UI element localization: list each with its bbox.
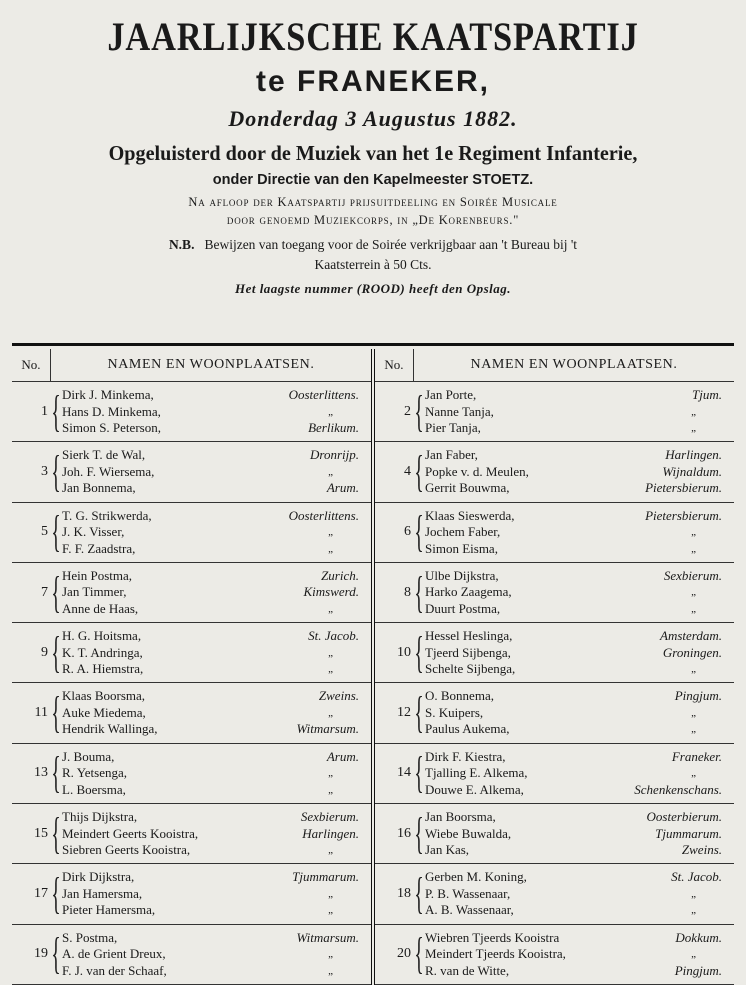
- player-row: [62, 568, 363, 585]
- player-name: Jan Boorsma,: [425, 809, 496, 825]
- team-number: 10: [397, 644, 411, 660]
- nota-bene: [12, 235, 734, 275]
- player-row: [62, 765, 363, 782]
- player-place: Tjum.: [692, 387, 722, 402]
- player-name: Hein Postma,: [62, 567, 133, 583]
- player-name: Pier Tanja,: [425, 420, 481, 435]
- player-row: [425, 524, 726, 541]
- player-row: [425, 782, 726, 799]
- player-row: [62, 541, 363, 558]
- team-entry: [375, 503, 734, 563]
- player-place: Oosterlittens.: [288, 507, 359, 523]
- player-row: [425, 869, 726, 886]
- player-row: [425, 447, 726, 464]
- player-place: „: [328, 767, 333, 780]
- player-place: „: [328, 844, 333, 857]
- player-place: Dokkum.: [675, 929, 722, 945]
- player-place: Tjummarum.: [292, 869, 359, 885]
- player-place: „: [691, 767, 696, 780]
- team-entry: [375, 563, 734, 623]
- player-name: Meindert Geerts Kooistra,: [62, 825, 199, 841]
- player-name: Jan Porte,: [425, 387, 477, 402]
- player-name: Jan Timmer,: [62, 584, 127, 600]
- player-row: [62, 826, 363, 843]
- player-place: „: [328, 526, 333, 539]
- player-place: „: [691, 602, 696, 615]
- player-name: R. A. Hiemstra,: [62, 661, 144, 677]
- player-row: [62, 930, 363, 947]
- player-row: [62, 946, 363, 963]
- player-place: „: [328, 964, 333, 977]
- player-place: Arum.: [326, 480, 359, 496]
- player-place: „: [691, 542, 696, 555]
- team-number: 17: [34, 886, 48, 902]
- player-name: Meindert Tjeerds Kooistra,: [425, 946, 566, 962]
- player-name: A. B. Wassenaar,: [425, 902, 514, 918]
- player-name: Hendrik Wallinga,: [62, 721, 158, 737]
- team-entry: [375, 683, 734, 743]
- team-players: [425, 744, 734, 803]
- player-place: Pietersbierum.: [645, 480, 722, 496]
- player-place: „: [691, 663, 696, 676]
- player-name: Klaas Sieswerda,: [425, 507, 515, 523]
- team-number: 8: [404, 584, 411, 600]
- player-place: Oosterlittens.: [288, 387, 359, 402]
- player-name: H. G. Hoitsma,: [62, 628, 142, 644]
- teams-table: [12, 349, 734, 985]
- player-place: „: [328, 948, 333, 961]
- player-row: [425, 765, 726, 782]
- player-place: „: [328, 542, 333, 555]
- player-row: [62, 721, 363, 738]
- player-row: [62, 464, 363, 481]
- player-place: „: [691, 904, 696, 917]
- player-place: Sexbierum.: [300, 809, 359, 825]
- player-row: [62, 645, 363, 662]
- player-row: [62, 447, 363, 464]
- player-name: Auke Miedema,: [62, 704, 146, 720]
- team-number: 2: [404, 403, 411, 419]
- team-entry: [375, 382, 734, 442]
- player-place: „: [691, 526, 696, 539]
- teams-column-right: [375, 349, 734, 985]
- player-row: [425, 568, 726, 585]
- player-row: [425, 688, 726, 705]
- player-name: F. J. van der Schaaf,: [62, 962, 167, 978]
- team-entry: [12, 683, 371, 743]
- player-row: [425, 705, 726, 722]
- player-place: Groningen.: [662, 644, 722, 660]
- player-name: Tjalling E. Alkema,: [425, 765, 528, 781]
- player-row: [425, 826, 726, 843]
- team-entry: [375, 744, 734, 804]
- player-row: [425, 886, 726, 903]
- player-name: Simon S. Peterson,: [62, 420, 161, 435]
- player-name: Hessel Heslinga,: [425, 628, 513, 644]
- column-header: [12, 349, 371, 382]
- team-players: [425, 864, 734, 923]
- player-row: [425, 809, 726, 826]
- player-row: [425, 480, 726, 497]
- player-name: T. G. Strikwerda,: [62, 507, 152, 523]
- player-place: „: [328, 783, 333, 796]
- player-name: Gerben M. Koning,: [425, 869, 527, 885]
- player-place: Pietersbierum.: [645, 507, 722, 523]
- team-number: 3: [41, 463, 48, 479]
- player-row: [62, 420, 363, 437]
- player-name: Anne de Haas,: [62, 600, 139, 616]
- after-line-1: Na afloop der Kaatspartij prijsuitdeeling en Soirée Musicale: [188, 195, 558, 209]
- player-place: „: [691, 887, 696, 900]
- nb-line-1: Bewijzen van toegang voor de Soirée verkrijgbaar aan 't Bureau bij 't: [204, 237, 578, 252]
- player-name: R. Yetsenga,: [62, 765, 128, 781]
- team-players: [425, 442, 734, 501]
- player-place: Pingjum.: [674, 688, 722, 704]
- brace-icon: {: [51, 386, 61, 436]
- player-name: Dirk Dijkstra,: [62, 869, 135, 885]
- header-names: NAMEN EN WOONPLAATSEN.: [470, 357, 678, 372]
- player-name: Schelte Sijbenga,: [425, 661, 516, 677]
- header-rule: [12, 343, 734, 346]
- entries-right: [375, 382, 734, 985]
- team-players: [425, 623, 734, 682]
- player-row: [62, 749, 363, 766]
- player-row: [62, 387, 363, 404]
- player-place: Kimswerd.: [303, 584, 359, 600]
- team-players: [62, 804, 371, 863]
- player-place: „: [328, 646, 333, 659]
- player-row: [425, 963, 726, 980]
- brace-icon: {: [414, 446, 424, 496]
- player-name: Douwe E. Alkema,: [425, 781, 524, 797]
- team-entry: [12, 442, 371, 502]
- team-players: [62, 744, 371, 803]
- player-place: Wijnaldum.: [662, 463, 722, 479]
- team-number: 13: [34, 765, 48, 781]
- brace-icon: {: [414, 748, 424, 798]
- team-players: [62, 623, 371, 682]
- brace-icon: {: [414, 808, 424, 858]
- team-number: 6: [404, 524, 411, 540]
- player-place: „: [691, 422, 696, 434]
- music-line: Opgeluisterd door de Muziek van het 1e Regiment Infanterie,: [108, 141, 638, 165]
- event-date: Donderdag 3 Augustus 1882.: [228, 106, 518, 131]
- team-entry: [12, 925, 371, 985]
- player-row: [62, 524, 363, 541]
- player-name: S. Postma,: [62, 929, 118, 945]
- player-row: [62, 886, 363, 903]
- player-name: J. Bouma,: [62, 748, 115, 764]
- team-entry: [375, 623, 734, 683]
- brace-icon: {: [51, 567, 61, 617]
- player-row: [425, 930, 726, 947]
- team-players: [425, 563, 734, 622]
- team-entry: [375, 925, 734, 985]
- player-name: R. van de Witte,: [425, 962, 510, 978]
- player-row: [62, 508, 363, 525]
- direction-line: onder Directie van den Kapelmeester STOETZ.: [212, 172, 534, 188]
- team-entry: [375, 804, 734, 864]
- team-number: 16: [397, 825, 411, 841]
- player-name: Pieter Hamersma,: [62, 902, 156, 918]
- brace-icon: {: [51, 869, 61, 919]
- player-place: „: [328, 405, 333, 418]
- player-row: [425, 584, 726, 601]
- player-place: Dronrijp.: [310, 447, 359, 463]
- teams-column-left: [12, 349, 375, 985]
- team-number: 18: [397, 886, 411, 902]
- player-name: Dirk J. Minkema,: [62, 387, 154, 402]
- player-place: „: [691, 405, 696, 418]
- player-row: [62, 809, 363, 826]
- brace-icon: {: [51, 808, 61, 858]
- brace-icon: {: [414, 627, 424, 677]
- player-name: Hans D. Minkema,: [62, 403, 161, 419]
- brace-icon: {: [51, 929, 61, 979]
- player-place: „: [691, 948, 696, 961]
- team-players: [62, 563, 371, 622]
- player-name: L. Boersma,: [62, 781, 126, 797]
- player-place: „: [328, 602, 333, 615]
- player-place: Amsterdam.: [660, 628, 722, 644]
- player-name: Jan Faber,: [425, 447, 478, 463]
- nb-label: N.B.: [168, 237, 195, 252]
- player-row: [425, 946, 726, 963]
- player-name: Tjeerd Sijbenga,: [425, 644, 511, 660]
- team-number: 12: [397, 705, 411, 721]
- player-name: J. K. Visser,: [62, 524, 125, 540]
- after-line-2: door genoemd Muziekcorps, in „De Korenbeurs.": [226, 213, 520, 227]
- brace-icon: {: [414, 929, 424, 979]
- player-place: „: [691, 706, 696, 719]
- team-number: 9: [41, 644, 48, 660]
- player-place: St. Jacob.: [671, 869, 722, 885]
- player-name: Ulbe Dijkstra,: [425, 567, 499, 583]
- team-entry: [375, 864, 734, 924]
- player-name: Popke v. d. Meulen,: [425, 463, 529, 479]
- player-row: [62, 628, 363, 645]
- player-row: [425, 601, 726, 618]
- player-name: Paulus Aukema,: [425, 721, 510, 737]
- player-row: [62, 782, 363, 799]
- player-row: [62, 869, 363, 886]
- player-name: Jan Kas,: [425, 842, 470, 858]
- player-row: [62, 404, 363, 421]
- player-name: Nanne Tanja,: [425, 403, 494, 419]
- team-number: 11: [34, 705, 48, 721]
- player-name: S. Kuipers,: [425, 704, 484, 720]
- player-row: [62, 705, 363, 722]
- player-place: Zurich.: [321, 567, 359, 583]
- team-players: [425, 382, 734, 441]
- player-name: Thijs Dijkstra,: [62, 809, 138, 825]
- player-row: [425, 541, 726, 558]
- player-place: Zweins.: [681, 842, 722, 858]
- player-place: Pingjum.: [674, 962, 722, 978]
- team-players: [62, 864, 371, 923]
- team-entry: [12, 503, 371, 563]
- player-row: [62, 963, 363, 980]
- player-name: Harko Zaagema,: [425, 584, 512, 600]
- team-number: 15: [34, 825, 48, 841]
- player-place: Oosterbierum.: [646, 809, 722, 825]
- player-name: O. Bonnema,: [425, 688, 494, 704]
- lowest-number-note: Het laagste nummer (ROOD) heeft den Opslag.: [234, 281, 512, 296]
- player-name: Wiebren Tjeerds Kooistra: [425, 929, 560, 945]
- player-row: [62, 661, 363, 678]
- brace-icon: {: [51, 748, 61, 798]
- player-row: [425, 508, 726, 525]
- player-place: Tjummarum.: [655, 825, 722, 841]
- player-place: St. Jacob.: [308, 628, 359, 644]
- player-name: Jochem Faber,: [425, 524, 501, 540]
- team-number: 19: [34, 946, 48, 962]
- header-no: No.: [12, 349, 51, 381]
- team-players: [62, 382, 371, 441]
- brace-icon: {: [51, 627, 61, 677]
- entries-left: [12, 382, 371, 985]
- player-place: Zweins.: [318, 688, 359, 704]
- brace-icon: {: [414, 869, 424, 919]
- player-name: F. F. Zaadstra,: [62, 540, 136, 556]
- player-row: [425, 645, 726, 662]
- player-name: Gerrit Bouwma,: [425, 480, 510, 496]
- team-entry: [12, 744, 371, 804]
- player-name: Klaas Boorsma,: [62, 688, 146, 704]
- player-row: [425, 749, 726, 766]
- player-name: Duurt Postma,: [425, 600, 501, 616]
- player-row: [62, 842, 363, 859]
- team-entry: [12, 382, 371, 442]
- team-entry: [12, 623, 371, 683]
- team-number: 7: [41, 584, 48, 600]
- player-place: „: [691, 586, 696, 599]
- team-entry: [12, 563, 371, 623]
- player-place: Arum.: [326, 748, 359, 764]
- player-place: „: [328, 465, 333, 478]
- player-row: [62, 601, 363, 618]
- team-players: [62, 683, 371, 742]
- team-number: 1: [41, 403, 48, 419]
- player-row: [425, 387, 726, 404]
- player-row: [425, 628, 726, 645]
- player-place: Witmarsum.: [296, 929, 359, 945]
- player-place: Harlingen.: [302, 825, 359, 841]
- player-name: Jan Bonnema,: [62, 480, 136, 496]
- player-row: [425, 464, 726, 481]
- team-entry: [375, 442, 734, 502]
- player-place: „: [328, 904, 333, 917]
- player-place: Schenkenschans.: [634, 781, 722, 797]
- player-row: [425, 902, 726, 919]
- player-row: [425, 420, 726, 437]
- team-number: 14: [397, 765, 411, 781]
- location-line: te FRANEKER,: [255, 65, 490, 98]
- player-place: „: [691, 723, 696, 736]
- player-name: Jan Hamersma,: [62, 885, 143, 901]
- player-name: Wiebe Buwalda,: [425, 825, 512, 841]
- player-row: [62, 584, 363, 601]
- poster-title: JAARLIJKSCHE KAATSPARTIJ: [107, 14, 639, 59]
- player-row: [425, 842, 726, 859]
- team-entry: [12, 804, 371, 864]
- poster-header: [12, 0, 734, 298]
- player-row: [62, 688, 363, 705]
- team-players: [425, 683, 734, 742]
- team-players: [425, 804, 734, 863]
- player-name: Joh. F. Wiersema,: [62, 463, 155, 479]
- player-name: Simon Eisma,: [425, 540, 498, 556]
- player-place: „: [328, 663, 333, 676]
- brace-icon: {: [51, 507, 61, 557]
- brace-icon: {: [414, 567, 424, 617]
- player-row: [62, 480, 363, 497]
- team-number: 20: [397, 946, 411, 962]
- brace-icon: {: [51, 446, 61, 496]
- header-names: NAMEN EN WOONPLAATSEN.: [107, 357, 315, 372]
- player-place: Sexbierum.: [663, 567, 722, 583]
- player-name: Sierk T. de Wal,: [62, 447, 146, 463]
- brace-icon: {: [51, 688, 61, 738]
- player-row: [62, 902, 363, 919]
- player-place: Harlingen.: [665, 447, 722, 463]
- nb-line-2: Kaatsterrein à 50 Cts.: [314, 257, 432, 272]
- player-place: Berlikum.: [308, 420, 359, 435]
- team-players: [425, 503, 734, 562]
- player-name: K. T. Andringa,: [62, 644, 143, 660]
- team-players: [62, 503, 371, 562]
- header-no: No.: [375, 349, 414, 381]
- player-row: [425, 661, 726, 678]
- team-players: [62, 925, 371, 984]
- team-players: [62, 442, 371, 501]
- player-place: „: [328, 706, 333, 719]
- player-place: Franeker.: [671, 748, 722, 764]
- column-header: [375, 349, 734, 382]
- player-name: P. B. Wassenaar,: [425, 885, 511, 901]
- brace-icon: {: [414, 507, 424, 557]
- team-number: 5: [41, 524, 48, 540]
- team-players: [425, 925, 734, 984]
- player-name: Dirk F. Kiestra,: [425, 748, 506, 764]
- team-entry: [12, 864, 371, 924]
- brace-icon: {: [414, 386, 424, 436]
- player-row: [425, 721, 726, 738]
- player-place: Witmarsum.: [296, 721, 359, 737]
- player-row: [425, 404, 726, 421]
- brace-icon: {: [414, 688, 424, 738]
- player-name: Siebren Geerts Kooistra,: [62, 842, 191, 858]
- player-place: „: [328, 887, 333, 900]
- player-name: A. de Grient Dreux,: [62, 946, 166, 962]
- team-number: 4: [404, 463, 411, 479]
